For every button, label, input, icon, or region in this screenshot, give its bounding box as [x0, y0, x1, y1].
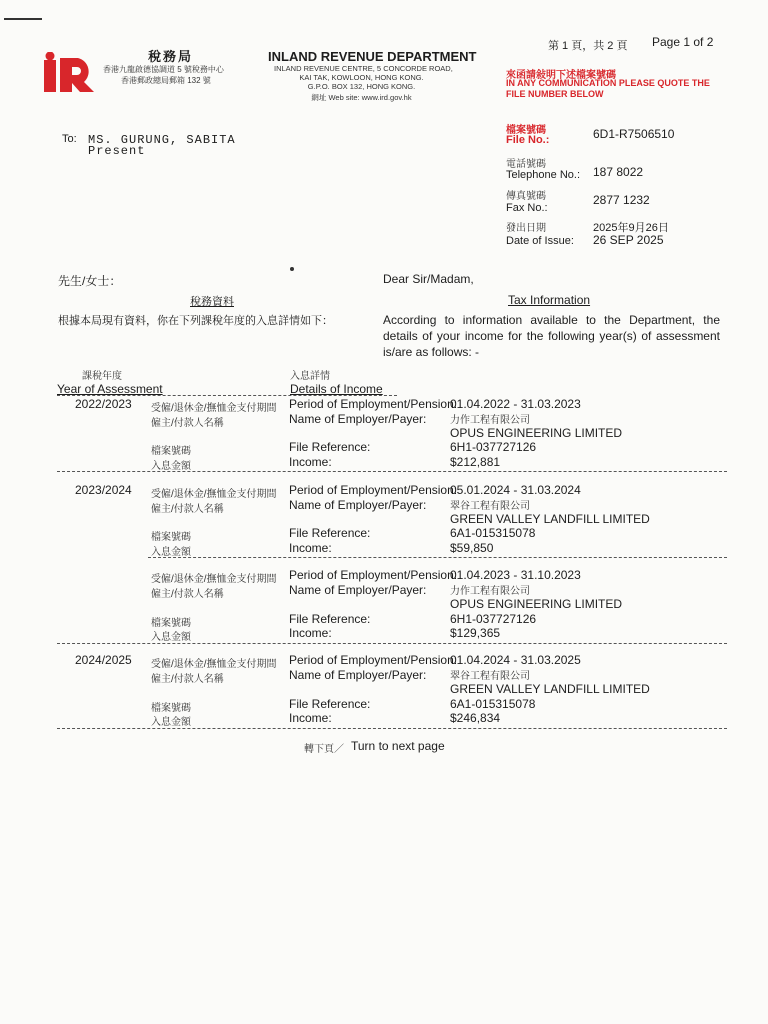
quote-notice-en-1: IN ANY COMMUNICATION PLEASE QUOTE THE: [506, 78, 710, 88]
record-4-employer-label: Name of Employer/Payer:: [289, 668, 427, 682]
record-2-income-label: Income:: [289, 541, 332, 555]
record-1-period-label: Period of Employment/Pension:: [289, 397, 458, 411]
dept-en-address-3: G.P.O. BOX 132, HONG KONG.: [307, 82, 416, 91]
recipient-name: MS. GURUNG, SABITA: [88, 133, 236, 147]
record-3-employer-label: Name of Employer/Payer:: [289, 583, 427, 597]
dept-zh-address-1: 香港九龍啟德協調道 5 號稅務中心: [103, 65, 224, 74]
record-1-employer: OPUS ENGINEERING LIMITED: [450, 426, 623, 440]
file-no-value: 6D1-R7506510: [593, 127, 675, 141]
record-3-fileref: 6H1-037727126: [450, 612, 537, 626]
record-3-income: $129,365: [450, 626, 501, 640]
record-3-period: 01.04.2023 - 31.10.2023: [450, 568, 581, 582]
file-no-label-zh: 檔案號碼: [506, 125, 546, 136]
record-2-employer-label-zh: 僱主/付款人名稱: [151, 504, 224, 515]
dept-en-address-2: KAI TAK, KOWLOON, HONG KONG.: [299, 73, 424, 82]
record-3-employer-label-zh: 僱主/付款人名稱: [151, 589, 224, 600]
record-4-fileref-label-zh: 檔案號碼: [151, 703, 191, 714]
col-details-zh: 入息詳情: [290, 371, 330, 382]
record-2-employer-label: Name of Employer/Payer:: [289, 498, 427, 512]
record-3-fileref-label: File Reference:: [289, 612, 371, 626]
record-1-income-label-zh: 入息金額: [151, 461, 191, 472]
record-divider: [148, 557, 727, 558]
record-2-employer-zh: 翠谷工程有限公司: [450, 501, 530, 512]
quote-notice-en-2: FILE NUMBER BELOW: [506, 89, 604, 99]
record-1-employer-zh: 力作工程有限公司: [450, 415, 530, 426]
section-title-zh: 稅務資料: [190, 296, 234, 308]
record-4-period: 01.04.2024 - 31.03.2025: [450, 653, 581, 667]
record-4-employer: GREEN VALLEY LANDFILL LIMITED: [450, 682, 650, 696]
to-label: To:: [62, 133, 77, 145]
record-2-fileref-label: File Reference:: [289, 526, 371, 540]
record-4-income: $246,834: [450, 711, 501, 725]
issue-date-label-zh: 發出日期: [506, 223, 546, 234]
intro-zh: 根據本局現有資料，你在下列課稅年度的入息詳情如下：: [58, 315, 333, 327]
col-details-en: Details of Income: [290, 382, 383, 396]
fax-label-zh: 傳真號碼: [506, 191, 546, 202]
telephone-label-zh: 電話號碼: [506, 159, 546, 170]
fax-label-en: Fax No.:: [506, 202, 548, 214]
record-1-income-label: Income:: [289, 455, 332, 469]
dept-zh-address-2: 香港郵政總局郵箱 132 號: [121, 76, 211, 85]
scan-mark: [290, 267, 294, 271]
file-no-label-en: File No.:: [506, 134, 550, 146]
record-2-year: 2023/2024: [75, 483, 132, 497]
page-number-en: Page 1 of 2: [652, 35, 714, 49]
dept-zh-title: 稅務局: [148, 49, 194, 64]
fax-value: 2877 1232: [593, 193, 650, 207]
record-1-period: 01.04.2022 - 31.03.2023: [450, 397, 581, 411]
quote-notice-zh: 來函請敍明下述檔案號碼: [506, 70, 616, 81]
issue-date-value: 26 SEP 2025: [593, 233, 664, 247]
salutation-en: Dear Sir/Madam,: [383, 272, 474, 286]
issue-date-zh: 2025年9月26日: [593, 222, 669, 234]
recipient-status: Present: [88, 144, 146, 158]
record-1-year: 2022/2023: [75, 397, 132, 411]
record-1-employer-label: Name of Employer/Payer:: [289, 412, 427, 426]
record-divider: [57, 643, 727, 644]
turn-page-zh: 轉下頁／: [304, 744, 344, 755]
salutation-zh: 先生/女士：: [58, 274, 122, 288]
record-4-income-label-zh: 入息金額: [151, 717, 191, 728]
record-4-income-label: Income:: [289, 711, 332, 725]
record-4-employer-label-zh: 僱主/付款人名稱: [151, 674, 224, 685]
record-4-fileref: 6A1-015315078: [450, 697, 536, 711]
record-4-period-label-zh: 受僱/退休金/撫恤金支付期間: [151, 659, 277, 670]
col-year-en: Year of Assessment: [57, 382, 163, 396]
telephone-value: 187 8022: [593, 165, 644, 179]
record-1-fileref-label: File Reference:: [289, 440, 371, 454]
record-3-employer: OPUS ENGINEERING LIMITED: [450, 597, 623, 611]
record-1-income: $212,881: [450, 455, 501, 469]
record-2-fileref-label-zh: 檔案號碼: [151, 532, 191, 543]
intro-en: According to information available to the Department, the details of your income for the following year(s) of assessment is/are as follows: -: [383, 313, 720, 359]
turn-page-en: Turn to next page: [351, 739, 445, 753]
section-title-en: Tax Information: [508, 293, 591, 307]
dept-en-address-1: INLAND REVENUE CENTRE, 5 CONCORDE ROAD,: [274, 64, 453, 73]
record-4-fileref-label: File Reference:: [289, 697, 371, 711]
record-1-fileref: 6H1-037727126: [450, 440, 537, 454]
col-year-zh: 課稅年度: [82, 371, 122, 382]
record-2-employer: GREEN VALLEY LANDFILL LIMITED: [450, 512, 650, 526]
record-divider: [57, 728, 727, 729]
record-4-period-label: Period of Employment/Pension:: [289, 653, 458, 667]
record-3-income-label: Income:: [289, 626, 332, 640]
issue-date-label-en: Date of Issue:: [506, 235, 574, 247]
record-4-employer-zh: 翠谷工程有限公司: [450, 671, 530, 682]
record-1-period-label-zh: 受僱/退休金/撫恤金支付期間: [151, 403, 277, 414]
page-number-zh: 第 1 頁，共 2 頁: [548, 40, 628, 52]
record-3-income-label-zh: 入息金額: [151, 632, 191, 643]
record-divider: [57, 471, 727, 472]
record-2-period-label-zh: 受僱/退休金/撫恤金支付期間: [151, 489, 277, 500]
header-divider: [57, 395, 397, 396]
record-3-employer-zh: 力作工程有限公司: [450, 586, 530, 597]
record-3-period-label: Period of Employment/Pension:: [289, 568, 458, 582]
record-2-income-label-zh: 入息金額: [151, 547, 191, 558]
telephone-label-en: Telephone No.:: [506, 169, 580, 181]
ird-logo: [44, 52, 96, 94]
record-2-period-label: Period of Employment/Pension:: [289, 483, 458, 497]
dept-website: 網址 Web site: www.ird.gov.hk: [311, 93, 412, 102]
record-4-year: 2024/2025: [75, 653, 132, 667]
record-1-fileref-label-zh: 檔案號碼: [151, 446, 191, 457]
scan-mark: [4, 18, 42, 20]
dept-en-title: INLAND REVENUE DEPARTMENT: [268, 49, 477, 64]
record-2-fileref: 6A1-015315078: [450, 526, 536, 540]
record-2-period: 05.01.2024 - 31.03.2024: [450, 483, 581, 497]
record-1-employer-label-zh: 僱主/付款人名稱: [151, 418, 224, 429]
record-3-period-label-zh: 受僱/退休金/撫恤金支付期間: [151, 574, 277, 585]
record-2-income: $59,850: [450, 541, 494, 555]
record-3-fileref-label-zh: 檔案號碼: [151, 618, 191, 629]
